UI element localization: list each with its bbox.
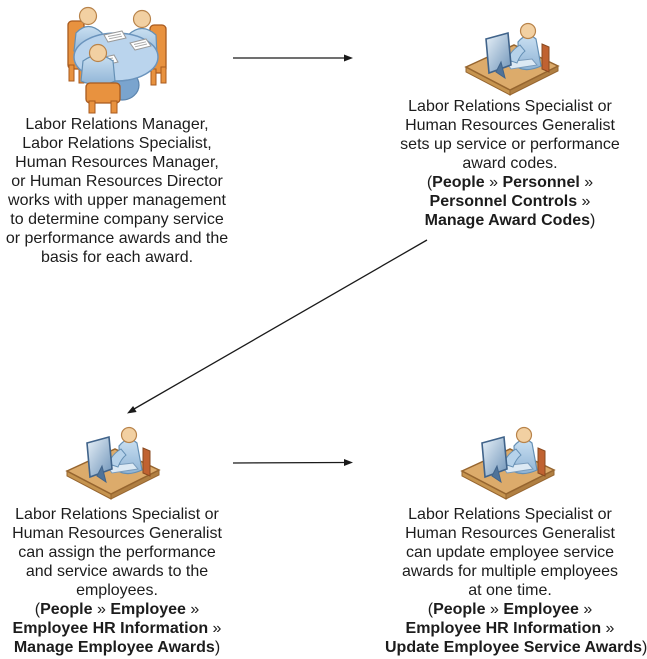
text-line: awards for multiple employees bbox=[401, 563, 619, 580]
text-line: to determine company service bbox=[10, 211, 224, 228]
paren-close: ) bbox=[214, 639, 221, 656]
path-separator: » bbox=[208, 620, 222, 637]
workstation-icon bbox=[464, 20, 560, 96]
workstation-icon bbox=[460, 424, 556, 500]
menu-item: People bbox=[40, 601, 93, 618]
text-line: basis for each award. bbox=[40, 249, 194, 266]
step-3-description bbox=[0, 505, 242, 657]
menu-path-line bbox=[385, 638, 647, 657]
paren-open: ( bbox=[427, 601, 434, 618]
menu-path-line bbox=[0, 600, 242, 619]
text-line: can assign the performance bbox=[18, 544, 216, 561]
menu-item: People bbox=[433, 601, 486, 618]
text-line: Human Resources Manager, bbox=[15, 154, 219, 171]
text-line: works with upper management bbox=[8, 192, 226, 209]
text-line: Labor Relations Specialist or bbox=[408, 506, 612, 523]
meeting-icon bbox=[58, 3, 172, 114]
menu-item: Update Employee Service Awards bbox=[385, 639, 642, 656]
step-1-description bbox=[0, 115, 242, 267]
arrow-step1-to-step2 bbox=[233, 55, 353, 62]
menu-item: Employee HR Information bbox=[12, 620, 209, 637]
menu-item: People bbox=[432, 174, 485, 191]
text-line: can update employee service bbox=[405, 544, 615, 561]
path-separator: » bbox=[92, 601, 111, 618]
path-separator: » bbox=[185, 601, 200, 618]
text-line: Human Resources Generalist bbox=[405, 117, 615, 134]
text-line: Labor Relations Specialist or bbox=[408, 98, 612, 115]
menu-item: Personnel bbox=[502, 174, 580, 191]
menu-path-line bbox=[0, 619, 242, 638]
text-line: sets up service or performance bbox=[400, 136, 620, 153]
menu-path-line bbox=[390, 192, 630, 211]
menu-item: Employee bbox=[503, 601, 579, 618]
menu-path-line bbox=[390, 211, 630, 230]
arrow-step3-to-step4 bbox=[233, 459, 353, 466]
text-line: Labor Relations Specialist or bbox=[15, 506, 219, 523]
text-line: Labor Relations Manager, bbox=[25, 116, 209, 133]
path-separator: » bbox=[601, 620, 615, 637]
menu-path-line bbox=[385, 619, 635, 638]
paren-close: ) bbox=[642, 639, 647, 656]
text-line: Human Resources Generalist bbox=[405, 525, 615, 542]
text-line: and service awards to the bbox=[25, 563, 209, 580]
path-separator: » bbox=[485, 601, 504, 618]
path-separator: » bbox=[578, 601, 593, 618]
paren-close: ) bbox=[590, 212, 596, 229]
path-separator: » bbox=[577, 193, 591, 210]
paren-open: ( bbox=[426, 174, 433, 191]
text-line: at one time. bbox=[468, 582, 552, 599]
workstation-icon bbox=[65, 424, 161, 500]
menu-item: Manage Employee Awards bbox=[13, 639, 215, 656]
step-2-description bbox=[390, 97, 630, 230]
path-separator: » bbox=[579, 174, 594, 191]
text-line: award codes. bbox=[462, 155, 558, 172]
text-line: or performance awards and the bbox=[5, 230, 229, 247]
text-line: Labor Relations Specialist, bbox=[22, 135, 212, 152]
text-line: employees. bbox=[76, 582, 158, 599]
menu-item: Personnel Controls bbox=[429, 193, 578, 210]
path-separator: » bbox=[484, 174, 503, 191]
menu-item: Manage Award Codes bbox=[424, 212, 591, 229]
paren-open: ( bbox=[34, 601, 41, 618]
step-4-description bbox=[385, 505, 647, 657]
menu-path-line bbox=[385, 600, 635, 619]
menu-item: Employee bbox=[110, 601, 186, 618]
menu-item: Employee HR Information bbox=[405, 620, 602, 637]
menu-path-line bbox=[0, 638, 242, 657]
text-line: Human Resources Generalist bbox=[12, 525, 222, 542]
menu-path-line bbox=[390, 173, 630, 192]
text-line: or Human Resources Director bbox=[11, 173, 223, 190]
